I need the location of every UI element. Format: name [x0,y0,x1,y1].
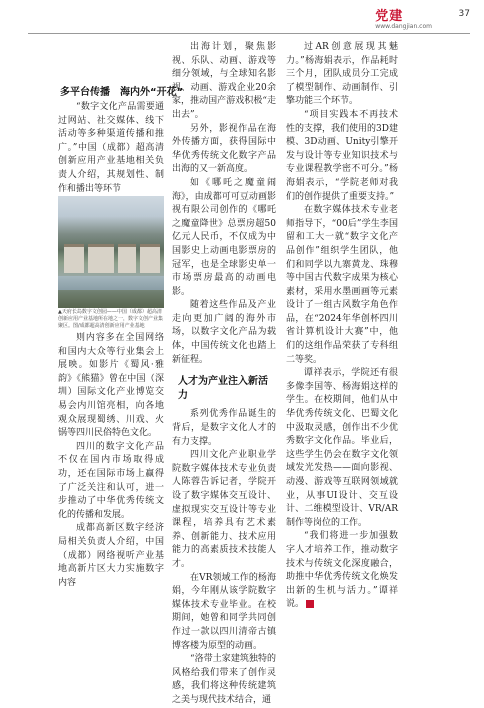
photo-caption: ▲天府长岛数字文创园——中国（成都）超高清创新应用产业基地所在地之一，数字文创产业集聚区。图/成都超高清创新应用产业基地 [58,309,164,329]
end-mark-icon [306,600,314,608]
paragraph: 随着这些作品及产业走向更加广阔的海外市场，以数字文化产品为载体，中国传统文化也踏上新征程。 [172,300,276,365]
paragraph: “项目实践本不再技术性的支撑，我们使用的3D建模、3D动画、Unity引擎开发与设计等专业知识技术与专业课程教学密不可分。”杨海娟表示，“学院老师对我们的创作提供了重要支持。” [286,109,398,202]
paragraph: “数字文化产品需要通过网站、社交媒体、线下活动等多种渠道传播和推广。”中国（成都）超高清创新应用产业基地相关负责人介绍，其规划性、制作和播出等环节 [58,102,164,194]
paragraph: 则内容多在全国网络和国内大众等行业集会上展映。如影片《蜀风·雅韵》《熊猫》曾在中国（深圳）国际文化产业博览交易会内川馆亮相，向各地观众展现蜀绣、川戏、火锅等四川民俗特色文化。 [58,333,164,439]
paragraph: 另外，影视作品在海外传播方面，获得国际中华优秀传统文化数字产品出海的又一新高度。 [172,123,276,175]
paragraph: 过AR创意展现其魅力。”杨海娟表示，作品耗时三个月，团队成员分工完成了模型制作、动画制作、引擎功能三个环节。 [286,42,398,107]
column-2 [172,41,276,708]
photo-water [58,276,164,290]
column-1-top [58,101,164,196]
logo-text: 党建 [375,9,404,24]
section-title-2: 人才为产业注入新活力 [178,376,268,401]
photo-building [64,244,84,273]
paragraph: 在VR领域工作的杨海娟，今年刚从该学院数字媒体技术专业毕业。在校期间，她曾和同学共同创作过一款以四川清帝古镇博客楼为原型的动画。 [172,572,276,651]
column-1-bottom [58,332,164,590]
paragraph: 在数字媒体技术专业老师指导下，“00后”学生李国留和工大一就“数字文化产品创作”组织学生团队，他们和同学以九寨黄龙、珠穆等中国古代数字成果为核心素材，采用水墨画画等元素设计了一组古风数字角色作品，在“2024年华创杯四川省计算机设计大赛”中，他们的这组作品荣获了专科组二等奖。 [286,205,398,365]
section-title-1: 多平台传播 海内外“开花” [60,87,184,98]
article-photo [58,196,164,308]
page-number: 37 [458,9,470,19]
paragraph: 成都高新区数字经济局相关负责人介绍，中国（成都）网络视听产业基地高新片区大力实施数字内容 [58,523,164,588]
paragraph: 谭祥表示，学院还有很多像李国等、杨海娟这样的学生。在校期间，他们从中华优秀传统文化、巴蜀文化中汲取灵感，创作出不少优秀数字文化作品。毕业后，这些学生仍会在数字文化领域发光发热——面向影视、动漫、游戏等互联网领域就业，从事UI设计、交互设计、二维模型设计、VR/AR制作等岗位的工作。 [286,368,398,528]
paragraph: 如《哪吒之魔童闹海》，由成都可可豆动画影视有限公司创作的《哪吒之魔童降世》总票房超50亿元人民币，不仅成为中国影史上动画电影票房的冠军，也是全球影史单一市场票房最高的动画电影。 [172,177,276,297]
paragraph: “洛带土家建筑独特的风格给我们带来了创作灵感，我们将这种传统建筑之美与现代技术结合，通 [172,654,276,705]
paragraph [286,530,398,612]
paragraph: 出海计划，聚焦影视、乐队、动画、游戏等细分领域，与全球知名影视、动画、游戏企业20余家，推动国产游戏积极“走出去”。 [172,42,276,120]
header-rule [28,33,470,34]
column-3 [286,41,398,612]
magazine-logo [375,5,432,30]
paragraph: 四川的数字文化产品不仅在国内市场取得成功，还在国际市场上赢得了广泛关注和认可，进一步推动了中华优秀传统文化的传播和发展。 [58,441,164,520]
paragraph: 四川文化产业职业学院数字媒体技术专业负责人陈蓉告诉记者，学院开设了数字媒体交互设计、虚拟现实交互设计等专业课程，培养具有艺术素养、创新能力、技术应用能力的高素质技术技能人才。 [172,450,276,569]
paragraph: 系列优秀作品诞生的背后，是数字文化人才的有力支撑。 [172,409,276,447]
photo-building [140,244,160,273]
photo-building [118,244,136,273]
photo-building [88,244,114,273]
paragraph-text: “我们将进一步加强数字人才培养工作，推动数字技术与传统文化深度融合，助推中华优秀传统文化焕发出新的生机与活力。”谭祥说。 [286,531,398,610]
logo-url: www.dangjian.com [375,23,432,30]
